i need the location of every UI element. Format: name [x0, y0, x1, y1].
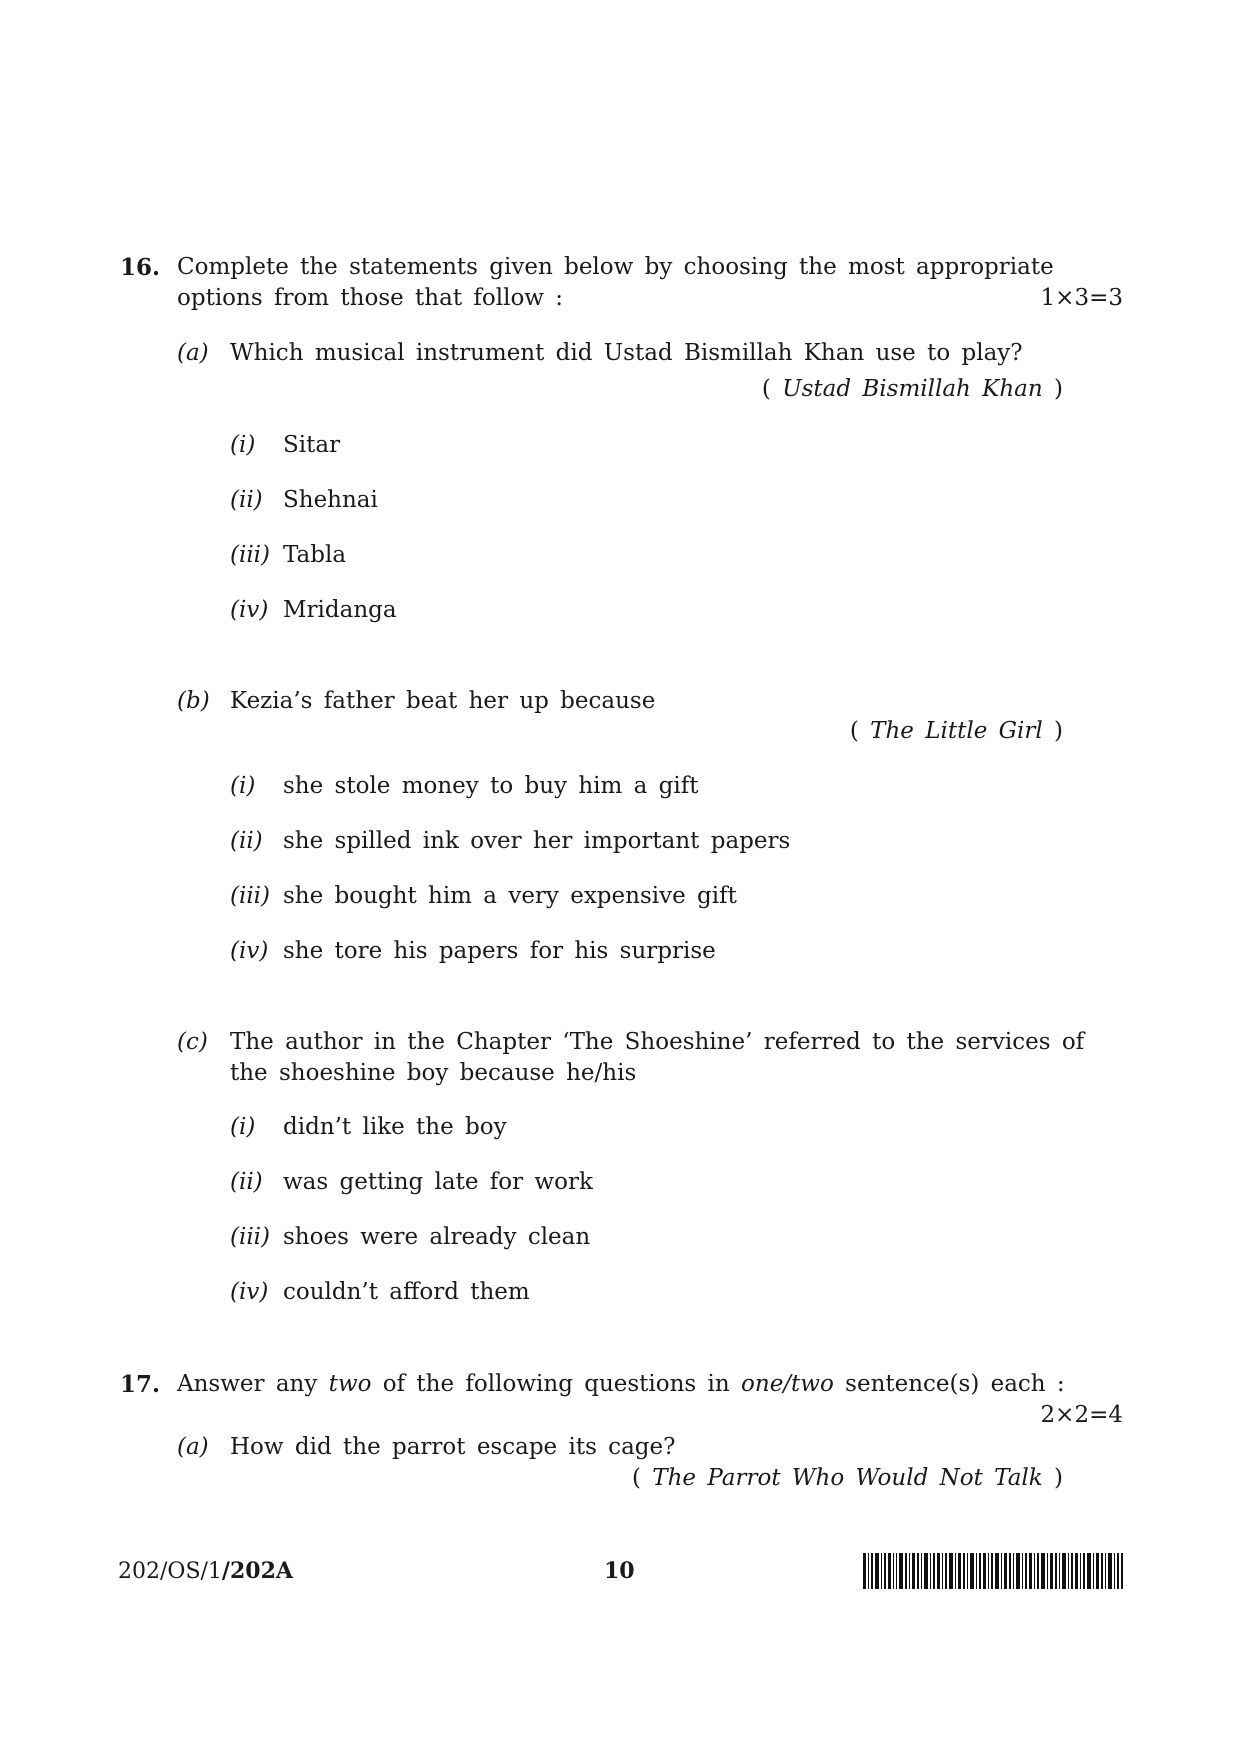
option-text: didn’t like the boy — [283, 1114, 507, 1140]
subquestion-16b-text: Kezia’s father beat her up because — [230, 688, 656, 714]
question-17-marks: 2×2=4 — [1040, 1402, 1123, 1428]
option-label: (ii) — [230, 1169, 263, 1195]
option-text: was getting late for work — [283, 1169, 593, 1195]
q17-text-part: Answer any — [177, 1371, 318, 1397]
option-text: Shehnai — [283, 487, 378, 513]
source-title: Ustad Bismillah Khan — [782, 376, 1043, 402]
paper-code-suffix: /202A — [221, 1558, 293, 1584]
subquestion-16b-label: (b) — [177, 688, 210, 714]
question-16-marks: 1×3=3 — [1040, 285, 1123, 311]
option-label: (iv) — [230, 938, 269, 964]
subquestion-16a-label: (a) — [177, 340, 209, 366]
option-label: (iii) — [230, 883, 271, 909]
option-label: (iv) — [230, 1279, 269, 1305]
option-text: she spilled ink over her important papers — [283, 828, 791, 854]
subquestion-16a-text: Which musical instrument did Ustad Bismillah Khan use to play? — [230, 340, 1023, 366]
barcode-icon — [863, 1553, 1123, 1589]
q17-text-part: two — [328, 1371, 372, 1397]
subquestion-16b-source: ( The Little Girl ) — [849, 718, 1063, 744]
question-17-text — [177, 1371, 1065, 1397]
q17-text-part: of the following questions in — [382, 1371, 730, 1397]
option-label: (iii) — [230, 1224, 271, 1250]
source-title: The Parrot Who Would Not Talk — [652, 1465, 1043, 1491]
option-text: Sitar — [283, 432, 341, 458]
question-number-17: 17. — [120, 1371, 161, 1398]
option-text: she stole money to buy him a gift — [283, 773, 699, 799]
option-label: (i) — [230, 773, 256, 799]
paper-code-prefix: 202/OS/1 — [118, 1559, 222, 1584]
option-label: (ii) — [230, 828, 263, 854]
subquestion-17a-text: How did the parrot escape its cage? — [230, 1434, 676, 1460]
q17-text-part: one/two — [741, 1371, 834, 1397]
option-text: couldn’t afford them — [283, 1279, 530, 1305]
option-label: (iii) — [230, 542, 271, 568]
option-label: (i) — [230, 432, 256, 458]
subquestion-16c-label: (c) — [177, 1029, 208, 1055]
option-text: she bought him a very expensive gift — [283, 883, 737, 909]
option-text: shoes were already clean — [283, 1224, 591, 1250]
paper-code — [118, 1558, 293, 1584]
option-label: (i) — [230, 1114, 256, 1140]
subquestion-16c-text-line2: the shoeshine boy because he/his — [230, 1060, 637, 1086]
option-text: Tabla — [283, 542, 347, 568]
subquestion-17a-source: ( The Parrot Who Would Not Talk ) — [631, 1465, 1063, 1491]
option-label: (ii) — [230, 487, 263, 513]
option-text: she tore his papers for his surprise — [283, 938, 716, 964]
source-title: The Little Girl — [870, 718, 1043, 744]
question-number-16: 16. — [120, 254, 161, 281]
option-text: Mridanga — [283, 597, 397, 623]
question-16-text-line1: Complete the statements given below by choosing the most appropriate — [177, 254, 1054, 280]
question-16-text-line2: options from those that follow : — [177, 285, 564, 311]
page-number: 10 — [604, 1558, 635, 1584]
q17-text-part: sentence(s) each : — [845, 1371, 1065, 1397]
subquestion-16c-text-line1: The author in the Chapter ‘The Shoeshine’ referred to the services of — [230, 1029, 1085, 1055]
option-label: (iv) — [230, 597, 269, 623]
subquestion-17a-label: (a) — [177, 1434, 209, 1460]
subquestion-16a-source: ( Ustad Bismillah Khan ) — [761, 376, 1063, 402]
